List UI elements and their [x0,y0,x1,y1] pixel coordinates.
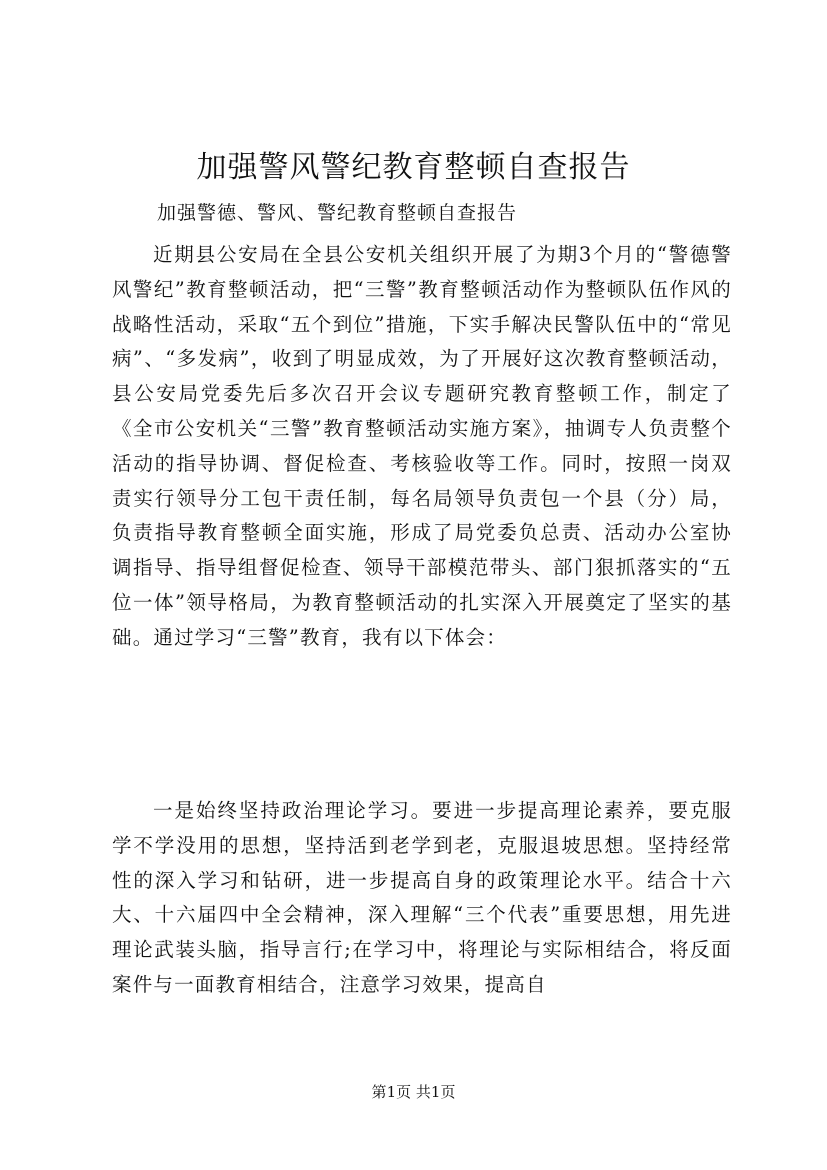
body-paragraph-2: 一是始终坚持政治理论学习。要进一步提高理论素养，要克服学不学没用的思想，坚持活到老学到老，克服退坡思想。坚持经常性的深入学习和钻研，进一步提高自身的政策理论水平。结合十六大、十六届四中全会精神，深入理解“三个代表”重要思想，用先进理论武装头脑，指导言行;在学习中，将理论与实际相结合，将反面案件与一面教育相结合，注意学习效果，提高自 [112,799,732,996]
document-subtitle: 加强警德、警风、警纪教育整顿自查报告 [157,202,518,224]
footer-page-number: 1 [386,1083,397,1101]
footer-page-mid: 页 共 [396,1083,431,1101]
footer-page-suffix: 页 [440,1083,456,1101]
footer-total-pages: 1 [430,1083,441,1101]
page-footer [0,1082,827,1102]
footer-page-prefix: 第 [371,1083,387,1101]
document-title: 加强警风警纪教育整顿自查报告 [196,150,631,185]
body-paragraph-1: 近期县公安局在全县公安机关组织开展了为期3个月的“警德警风警纪”教育整顿活动，把“三警”教育整顿活动作为整顿队伍作风的战略性活动，采取“五个到位”措施，下实手解决民警队伍中的“常见病”、“多发病”，收到了明显成效，为了开展好这次教育整顿活动，县公安局党委先后多次召开会议专题研究教育整顿工作，制定了《全市公安机关“三警”教育整顿活动实施方案》，抽调专人负责整个活动的指导协调、督促检查、考核验收等工作。同时，按照一岗双责实行领导分工包干责任制，每名局领导负责包一个县（分）局，负责指导教育整顿全面实施，形成了局党委负总责、活动办公室协调指导、指导组督促检查、领导干部模范带头、部门狠抓落实的“五位一体”领导格局，为教育整顿活动的扎实深入开展奠定了坚实的基础。通过学习“三警”教育，我有以下体会： [112,243,732,649]
